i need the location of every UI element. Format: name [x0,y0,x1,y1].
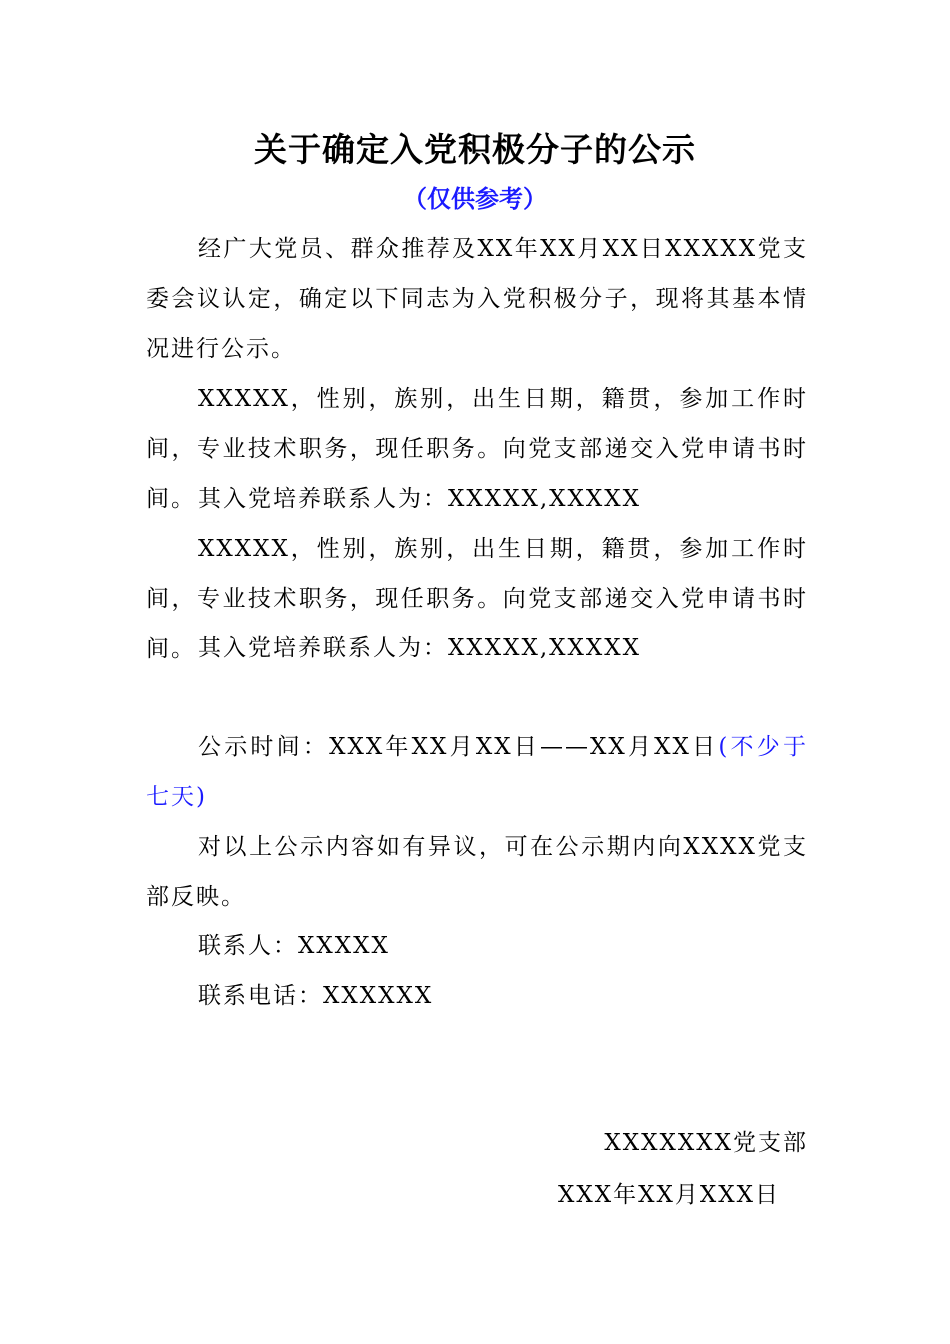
contact-person: 联系人：XXXXX [198,933,390,959]
contact-phone: 联系电话：XXXXXX [198,983,434,1009]
intro-paragraph: 经广大党员、群众推荐及XX年XX月XX日XXXXX党支委会议认定，确定以下同志为入党积极分子，现将其基本情况进行公示。 [146,236,808,362]
objection-paragraph: 对以上公示内容如有异议，可在公示期内向XXXX党支部反映。 [146,834,808,910]
signature-date: XXX年XX月XXX日 [558,1182,780,1208]
publicity-period [146,722,808,822]
candidate-2-contacts: 其入党培养联系人为：XXXXX,XXXXX [198,635,642,661]
publicity-period-note: (不少于七天) [146,734,808,810]
signature-organization: XXXXXXX党支部 [604,1130,808,1156]
candidate-1-info: XXXXX，性别，族别，出生日期，籍贯，参加工作时间，专业技术职务，现任职务。向党支部递交入党申请书时间。 [146,386,808,512]
publicity-period-label: 公示时间：XXX年XX月XX日——XX月XX日 [198,734,719,760]
document-title: 关于确定入党积极分子的公示 [254,130,696,169]
candidate-1-contacts: 其入党培养联系人为：XXXXX,XXXXX [198,486,642,512]
candidate-2-info: XXXXX，性别，族别，出生日期，籍贯，参加工作时间，专业技术职务，现任职务。向党支部递交入党申请书时间。 [146,536,808,662]
document-subtitle: （仅供参考） [403,185,547,213]
